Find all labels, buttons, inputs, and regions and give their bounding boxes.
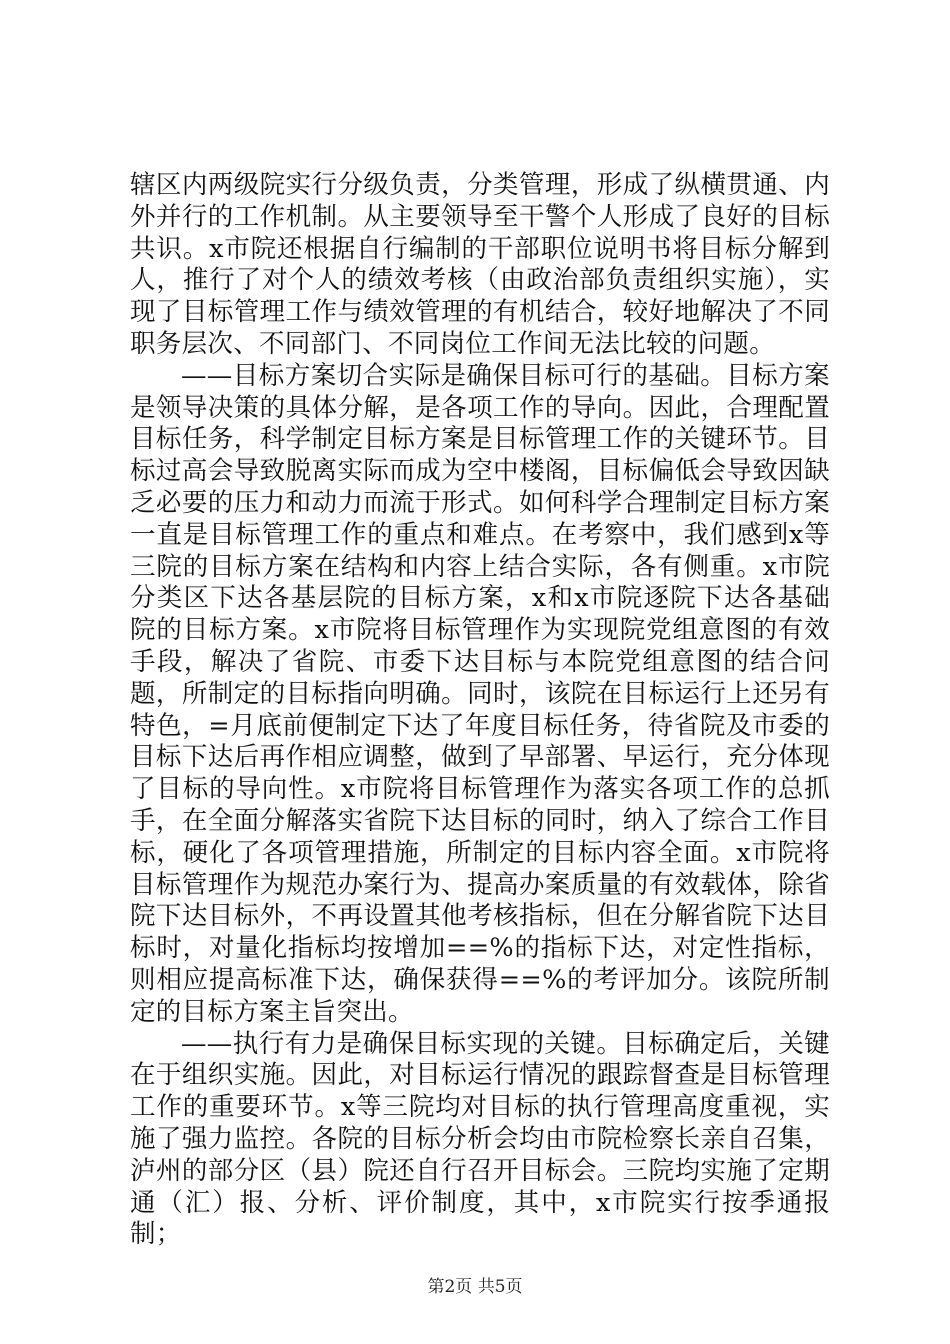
paragraph-1: 辖区内两级院实行分级负责，分类管理，形成了纵横贯通、内外并行的工作机制。从主要领导至干警个人形成了良好的目标共识。x市院还根据自行编制的干部职位说明书将目标分解到人，推行了对个人的绩效考核（由政治部负责组织实施），实现了目标管理工作与绩效管理的有机结合，较好地解决了不同职务层次、不同部门、不同岗位工作间无法比较的问题。	[130, 170, 830, 359]
page-footer: 第2页 共5页	[427, 1277, 523, 1297]
document-body	[130, 170, 830, 1251]
paragraph-2: ——目标方案切合实际是确保目标可行的基础。目标方案是领导决策的具体分解，是各项工作的导向。因此，合理配置目标任务，科学制定目标方案是目标管理工作的关键环节。目标过高会导致脱离实际而成为空中楼阁，目标偏低会导致因缺乏必要的压力和动力而流于形式。如何科学合理制定目标方案一直是目标管理工作的重点和难点。在考察中，我们感到x等三院的目标方案在结构和内容上结合实际，各有侧重。x市院分类区下达各基层院的目标方案，x和x市院逐院下达各基础院的目标方案。x市院将目标管理作为实现院党组意图的有效手段，解决了省院、市委下达目标与本院党组意图的结合问题，所制定的目标指向明确。同时，该院在目标运行上还另有特色，=月底前便制定下达了年度目标任务，待省院及市委的目标下达后再作相应调整，做到了早部署、早运行，充分体现了目标的导向性。x市院将目标管理作为落实各项工作的总抓手，在全面分解落实省院下达目标的同时，纳入了综合工作目标，硬化了各项管理措施，所制定的目标内容全面。x市院将目标管理作为规范办案行为、提高办案质量的有效载体，除省院下达目标外，不再设置其他考核指标，但在分解省院下达目标时，对量化指标均按增加==%的指标下达，对定性指标，则相应提高标准下达，确保获得==%的考评加分。该院所制定的目标方案主旨突出。	[130, 360, 830, 1027]
paragraph-3: ——执行有力是确保目标实现的关键。目标确定后，关键在于组织实施。因此，对目标运行情况的跟踪督查是目标管理工作的重要环节。x等三院均对目标的执行管理高度重视，实施了强力监控。各院的目标分析会均由市院检察长亲自召集，泸州的部分区（县）院还自行召开目标会。三院均实施了定期通（汇）报、分析、评价制度，其中，x市院实行按季通报制；	[130, 1028, 830, 1250]
